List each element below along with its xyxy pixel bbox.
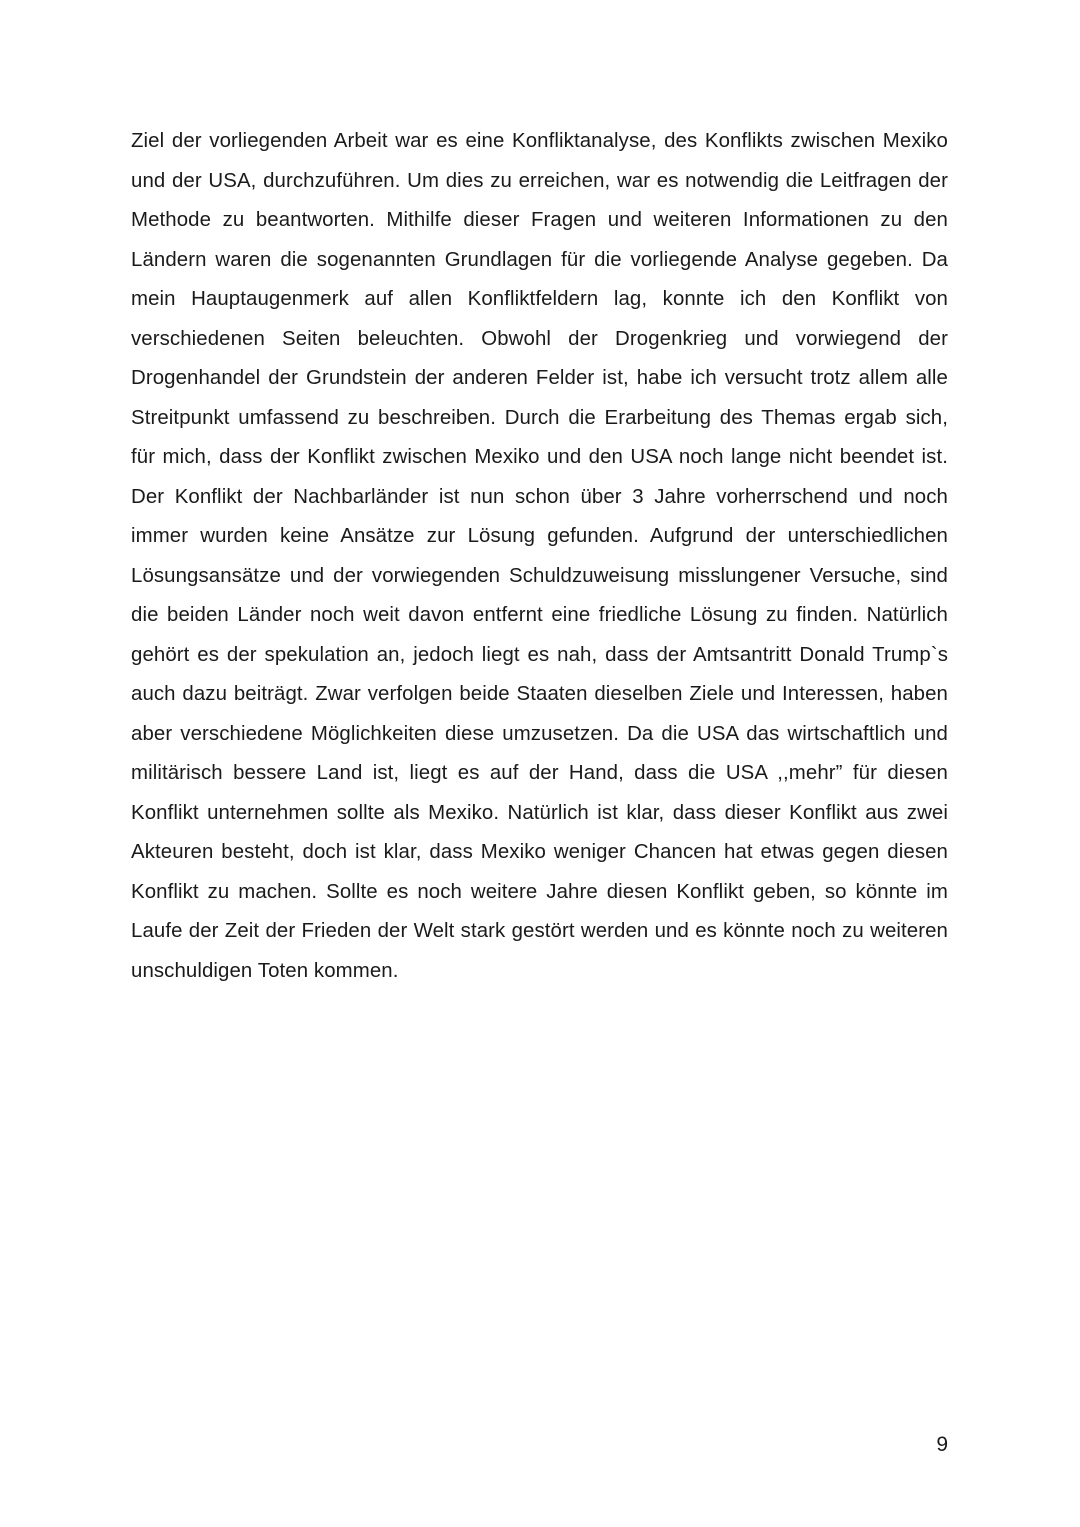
page-number: 9: [936, 1433, 948, 1456]
body-paragraph: Ziel der vorliegenden Arbeit war es eine Konfliktanalyse, des Konflikts zwischen Mexiko und der USA, durchzuführen. Um dies zu erreichen, war es notwendig die Leitfragen der Methode zu beantworten. Mithilfe dieser Fragen und weiteren Informationen zu den Ländern waren die sogenannten Grundlagen für die vorliegende Analyse gegeben. Da mein Hauptaugenmerk auf allen Konfliktfeldern lag, konnte ich den Konflikt von verschiedenen Seiten beleuchten. Obwohl der Drogenkrieg und vorwiegend der Drogenhandel der Grundstein der anderen Felder ist, habe ich versucht trotz allem alle Streitpunkt umfassend zu beschreiben. Durch die Erarbeitung des Themas ergab sich, für mich, dass der Konflikt zwischen Mexiko und den USA noch lange nicht beendet ist. Der Konflikt der Nachbarländer ist nun schon über 3 Jahre vorherrschend und noch immer wurden keine Ansätze zur Lösung gefunden. Aufgrund der unterschiedlichen Lösungsansätze und der vorwiegenden Schuldzuweisung misslungener Versuche, sind die beiden Länder noch weit davon entfernt eine friedliche Lösung zu finden. Natürlich gehört es der spekulation an, jedoch liegt es nah, dass der Amtsantritt Donald Trump`s auch dazu beiträgt. Zwar verfolgen beide Staaten dieselben Ziele und Interessen, haben aber verschiedene Möglichkeiten diese umzusetzen. Da die USA das wirtschaftlich und militärisch bessere Land ist, liegt es auf der Hand, dass die USA ,,mehr” für diesen Konflikt unternehmen sollte als Mexiko. Natürlich ist klar, dass dieser Konflikt aus zwei Akteuren besteht, doch ist klar, dass Mexiko weniger Chancen hat etwas gegen diesen Konflikt zu machen. Sollte es noch weitere Jahre diesen Konflikt geben, so könnte im Laufe der Zeit der Frieden der Welt stark gestört werden und es könnte noch zu weiteren unschuldigen Toten kommen.: [131, 130, 948, 982]
